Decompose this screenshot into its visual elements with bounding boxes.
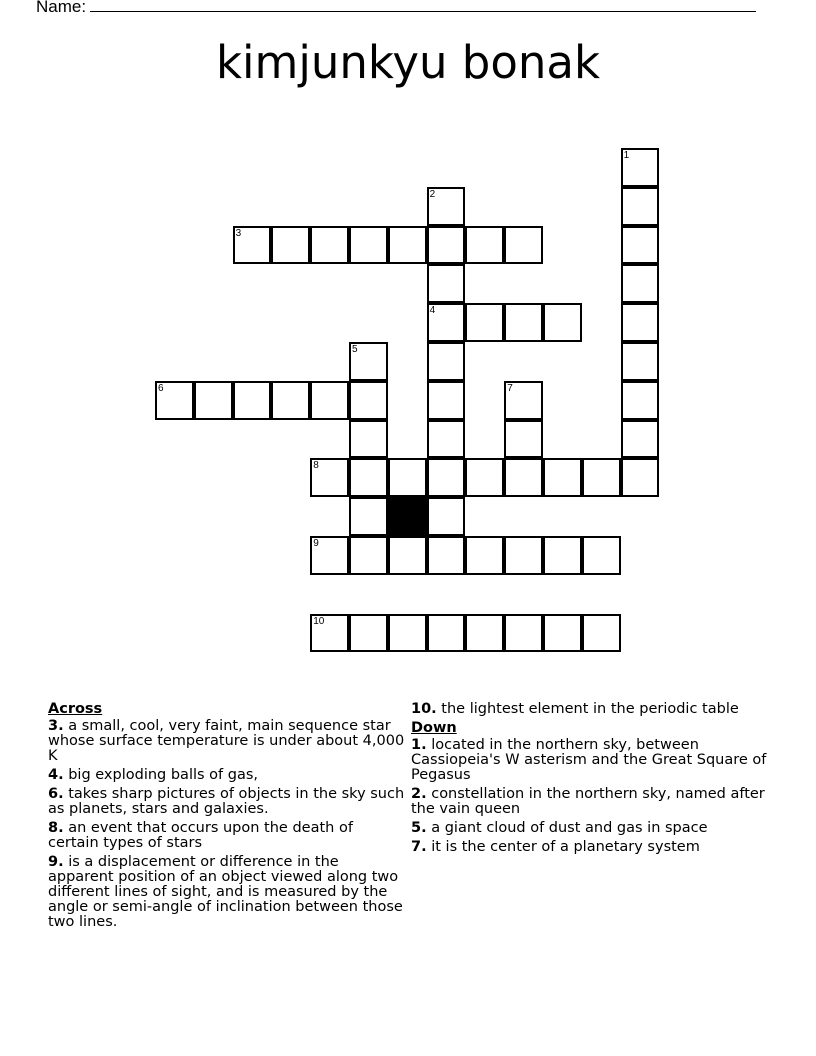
grid-cell[interactable] (155, 381, 194, 420)
clue-text: a small, cool, very faint, main sequence star whose surface temperature is under about 4,000 K (48, 718, 405, 764)
grid-cell[interactable] (194, 381, 233, 420)
grid-cell[interactable] (427, 342, 466, 381)
grid-cell[interactable] (349, 342, 388, 381)
grid-cell[interactable] (310, 536, 349, 575)
grid-cell[interactable] (388, 458, 427, 497)
grid-cell[interactable] (465, 458, 504, 497)
clue-text: the lightest element in the periodic table (441, 701, 739, 717)
clue-text: is a displacement or difference in the apparent position of an object viewed along two different lines of sight, and is measured by the angle or semi-angle of inclination between those two lines. (48, 854, 403, 930)
clue-number: 6 (158, 382, 164, 394)
grid-cell[interactable] (504, 226, 543, 265)
clue-number: 7 (507, 382, 513, 394)
down-clues (411, 702, 771, 859)
grid-cell[interactable] (349, 458, 388, 497)
clue-number: 5 (352, 344, 358, 355)
grid-cell[interactable] (465, 303, 504, 342)
clue-number: 7. (411, 839, 427, 855)
grid-cell[interactable] (543, 303, 582, 342)
grid-cell[interactable] (233, 226, 272, 265)
clue-number: 9 (313, 538, 319, 549)
grid-cell[interactable] (621, 148, 660, 187)
clue-number: 10 (313, 615, 325, 627)
clue-number: 4. (48, 767, 64, 783)
grid-cell[interactable] (582, 536, 621, 575)
clue-text: takes sharp pictures of objects in the sky such as planets, stars and galaxies. (48, 786, 405, 817)
grid-cell[interactable] (621, 303, 660, 342)
grid-cell[interactable] (504, 420, 543, 459)
clue (411, 821, 771, 836)
clue-number: 4 (429, 305, 436, 317)
grid-cell[interactable] (427, 458, 466, 497)
grid-cell[interactable] (621, 381, 660, 420)
grid-cell[interactable] (621, 226, 660, 265)
clue-text: constellation in the northern sky, named after the vain queen (411, 786, 765, 817)
name-field[interactable] (36, 0, 756, 17)
grid-cell[interactable] (465, 226, 504, 265)
grid-cell[interactable] (504, 458, 543, 497)
clue-number: 1. (411, 737, 427, 753)
grid-cell[interactable] (582, 458, 621, 497)
clue (48, 719, 408, 764)
grid-cell[interactable] (504, 614, 543, 653)
grid-cell[interactable] (504, 303, 543, 342)
clue (48, 855, 408, 930)
across-clues (48, 702, 408, 934)
clue (411, 787, 771, 817)
grid-cell[interactable] (388, 536, 427, 575)
clue-text: it is the center of a planetary system (431, 839, 700, 855)
name-line[interactable] (90, 0, 756, 12)
grid-cell[interactable] (582, 614, 621, 653)
grid-cell[interactable] (349, 381, 388, 420)
clue (411, 840, 771, 855)
clue-number: 9. (48, 854, 64, 870)
clue-number: 3 (235, 227, 242, 239)
clue-number: 3. (48, 718, 64, 734)
clue-number: 10. (411, 701, 437, 717)
grid-cell[interactable] (310, 381, 349, 420)
grid-cell[interactable] (465, 614, 504, 653)
grid-cell[interactable] (543, 614, 582, 653)
grid-cell[interactable] (465, 536, 504, 575)
grid-cell[interactable] (427, 303, 466, 342)
clue-text: an event that occurs upon the death of certain types of stars (48, 820, 353, 851)
clue-text: located in the northern sky, between Cassiopeia's W asterism and the Great Square of Pegasus (411, 737, 767, 783)
grid-cell[interactable] (504, 381, 543, 420)
grid-cell[interactable] (621, 420, 660, 459)
grid-cell[interactable] (349, 420, 388, 459)
grid-cell[interactable] (427, 264, 466, 303)
grid-cell[interactable] (504, 536, 543, 575)
clue-text: big exploding balls of gas, (68, 767, 259, 783)
grid-cell[interactable] (427, 497, 466, 536)
clue (411, 702, 771, 717)
grid-cell[interactable] (349, 536, 388, 575)
clue-number: 8 (313, 460, 319, 472)
grid-cell[interactable] (427, 381, 466, 420)
clue (48, 787, 408, 817)
puzzle-title: kimjunkyu bonak (215, 36, 601, 89)
clue (48, 768, 408, 783)
grid-cell[interactable] (233, 381, 272, 420)
grid-cell[interactable] (310, 458, 349, 497)
grid-cell[interactable] (388, 614, 427, 653)
grid-cell[interactable] (427, 420, 466, 459)
grid-cell[interactable] (310, 226, 349, 265)
grid-cell[interactable] (427, 536, 466, 575)
black-cell (388, 497, 427, 536)
across-heading: Across (48, 701, 103, 717)
grid-cell[interactable] (621, 342, 660, 381)
grid-cell[interactable] (349, 226, 388, 265)
clue (411, 738, 771, 783)
name-label: Name: (36, 0, 87, 16)
grid-cell[interactable] (543, 458, 582, 497)
grid-cell[interactable] (310, 614, 349, 653)
grid-cell[interactable] (427, 187, 466, 226)
down-heading: Down (411, 720, 457, 736)
clue-number: 8. (48, 820, 64, 836)
grid-cell[interactable] (543, 536, 582, 575)
grid-cell[interactable] (349, 614, 388, 653)
grid-cell[interactable] (621, 458, 660, 497)
clue-text: a giant cloud of dust and gas in space (431, 820, 708, 836)
grid-cell[interactable] (427, 226, 466, 265)
clue (48, 821, 408, 851)
grid-cell[interactable] (271, 226, 310, 265)
clue-number: 2. (411, 786, 427, 802)
grid-cell[interactable] (349, 497, 388, 536)
clue-number: 5. (411, 820, 427, 836)
clue-number: 1 (623, 150, 630, 161)
clue-number: 6. (48, 786, 64, 802)
clue-number: 2 (429, 188, 436, 200)
grid-cell[interactable] (621, 264, 660, 303)
grid-cell[interactable] (388, 226, 427, 265)
grid-cell[interactable] (427, 614, 466, 653)
grid-cell[interactable] (621, 187, 660, 226)
grid-cell[interactable] (271, 381, 310, 420)
